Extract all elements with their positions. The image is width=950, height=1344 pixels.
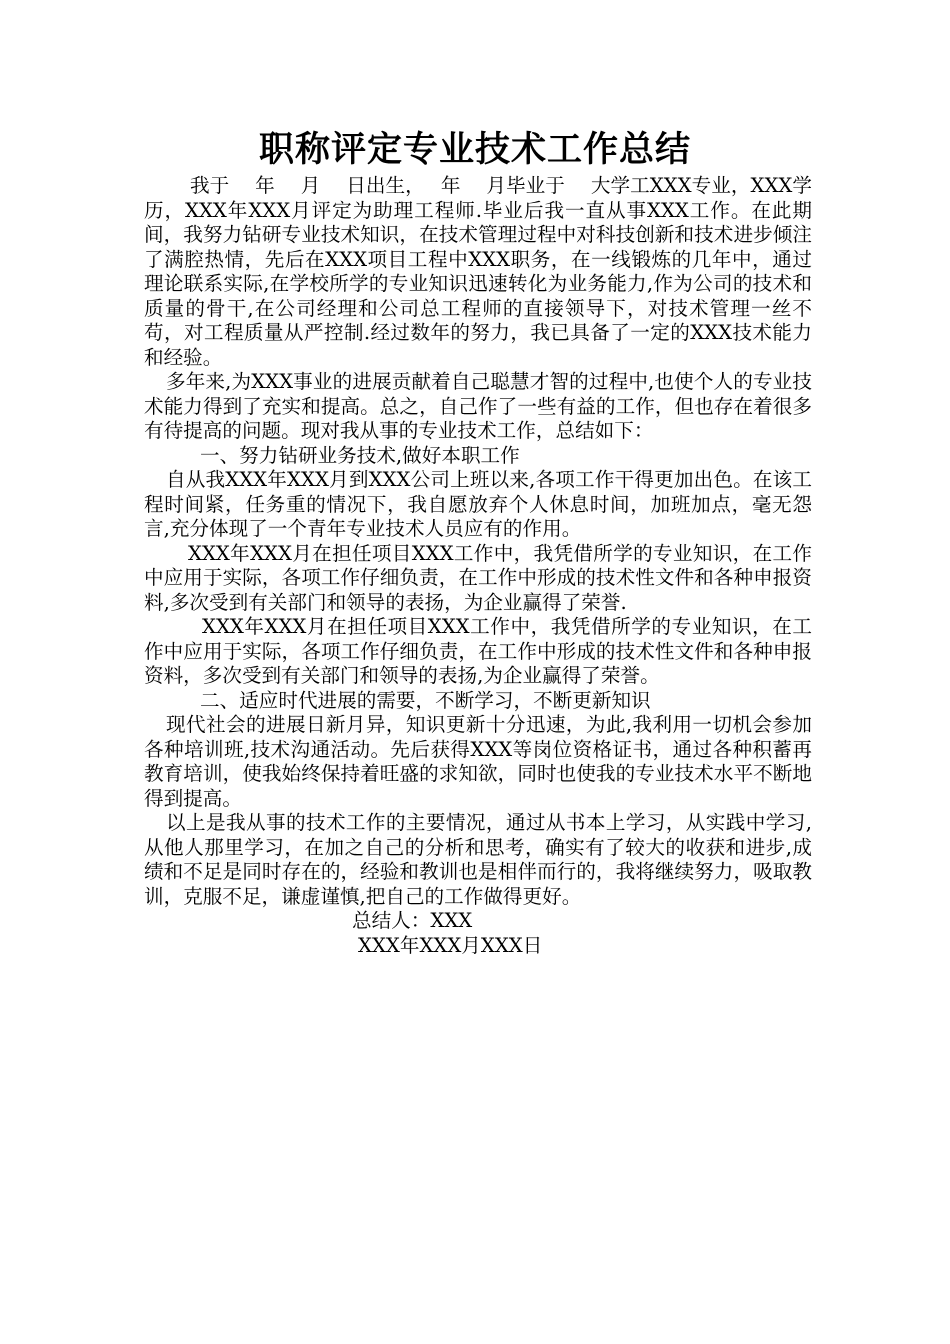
paragraph-section1-a: 自从我XXX年XXX月到XXX公司上班以来,各项工作干得更加出色。在该工程时间紧，任务重的情况下，我自愿放弃个人休息时间，加班加点，毫无怨言,充分体现了一个青年专业技术人员应有的作用。 [144,468,812,540]
paragraph-overview: 多年来,为XXX事业的进展贡献着自己聪慧才智的过程中,也使个人的专业技术能力得到了充实和提高。总之，自己作了一些有益的工作，但也存在着很多有待提高的问题。现对我从事的专业技术工作，总结如下： [144,370,812,442]
section-heading-1: 一、努力钻研业务技术,做好本职工作 [200,443,520,467]
date-line: XXX年XXX月XXX日 [358,933,543,957]
paragraph-section1-b: XXX年XXX月在担任项目XXX工作中，我凭借所学的专业知识，在工作中应用于实际，各项工作仔细负责，在工作中形成的技术性文件和各种申报资料,多次受到有关部门和领导的表扬，为企业赢得了荣誉. [144,541,812,614]
signature-line: 总结人：XXX [352,909,473,932]
paragraph-section1-c: XXX年XXX月在担任项目XXX工作中，我凭借所学的专业知识，在工作中应用于实际，各项工作仔细负责，在工作中形成的技术性文件和各种申报资料，多次受到有关部门和领导的表扬,为企业赢得了荣誉。 [144,615,812,687]
document-body [144,174,812,958]
paragraph-intro: 我于 年 月 日出生， 年 月毕业于 大学工XXX专业，XXX学历，XXX年XXX月评定为助理工程师.毕业后我一直从事XXX工作。在此期间，我努力钻研专业技术知识，在技术管理过程中对科技创新和技术进步倾注了满腔热情，先后在XXX项目工程中XXX职务，在一线锻炼的几年中，通过理论联系实际,在学校所学的专业知识迅速转化为业务能力,作为公司的技术和质量的骨干,在公司经理和公司总工程师的直接领导下，对技术管理一丝不苟，对工程质量从严控制.经过数年的努力，我已具备了一定的XXX技术能力和经验。 [144,174,812,369]
document-title: 职称评定专业技术工作总结 [258,130,691,170]
paragraph-section2: 现代社会的进展日新月异，知识更新十分迅速，为此,我利用一切机会参加各种培训班,技术沟通活动。先后获得XXX等岗位资格证书，通过各种积蓄再教育培训，使我始终保持着旺盛的求知欲，同时也使我的专业技术水平不断地得到提高。 [144,713,812,810]
paragraph-conclusion: 以上是我从事的技术工作的主要情况，通过从书本上学习，从实践中学习,从他人那里学习，在加之自己的分析和思考，确实有了较大的收获和进步,成绩和不足是同时存在的，经验和教训也是相伴而行的，我将继续努力，吸取教训，克服不足，谦虚谨慎,把自己的工作做得更好。 [144,811,812,908]
section-heading-2: 二、适应时代进展的需要，不断学习，不断更新知识 [200,688,651,712]
